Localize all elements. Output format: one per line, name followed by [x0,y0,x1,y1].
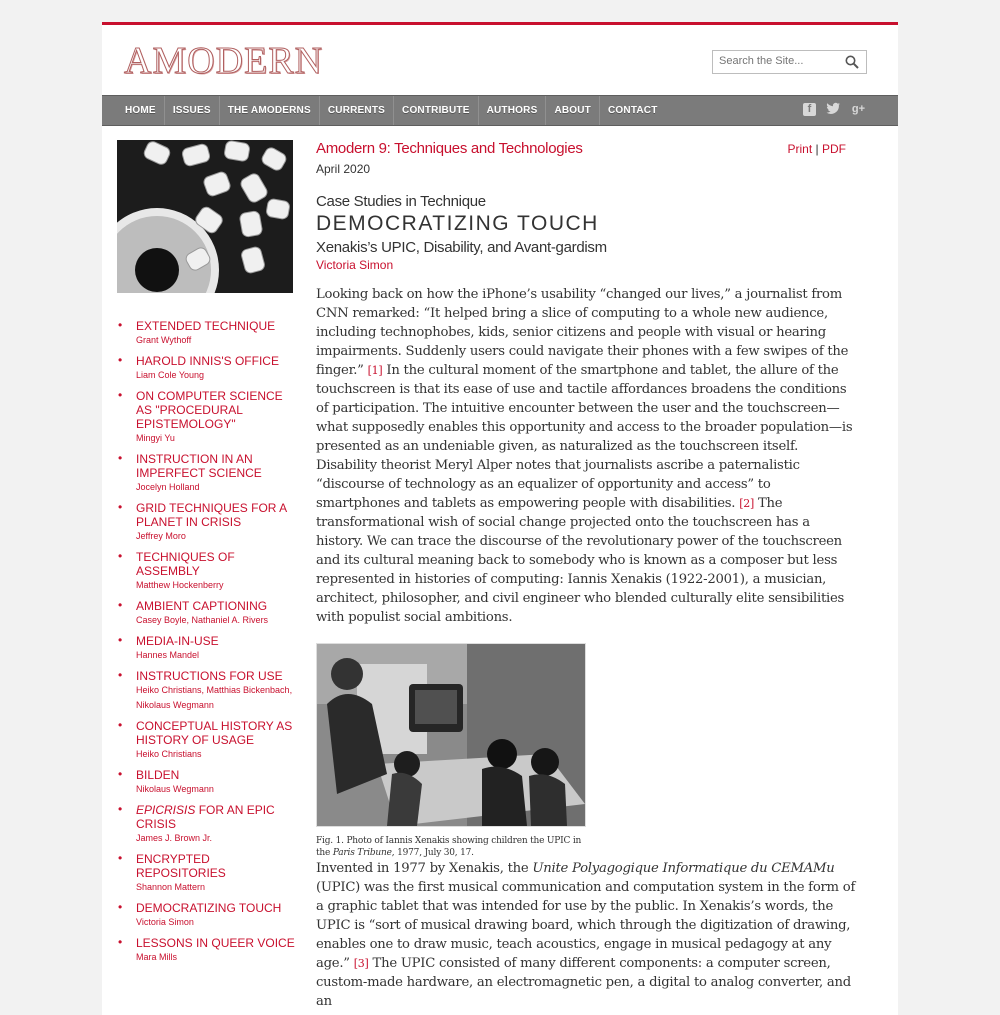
sidebar [117,140,297,971]
sidebar-article-author[interactable]: Mingyi Yu [136,433,175,443]
paragraph-2-text-a: Invented in 1977 by Xenakis, the [316,861,533,876]
paragraph-1-text-b: In the cultural moment of the smartphone and tablet, the allure of the touchscreen is that its ease of use and tactile affordances broadens the conditions of participation. The intuitive encounter between the user and the touchscreen—what supposedly enables this opportunity and access to the broader population—is presented as an undeniable given, as naturalized as the touchscreen itself. Disability theorist Meryl Alper notes that journalists ascribe a paternalistic “discourse of technology as an equalizer of opportunity and access” to smartphones and tablets as empowering people with disabilities. [316,363,853,511]
sidebar-article-title[interactable] [136,901,297,915]
sidebar-article-author[interactable]: Jocelyn Holland [136,482,200,492]
google-plus-icon[interactable]: g+ [851,103,866,115]
print-pdf-separator: | [815,142,819,156]
sidebar-article-title[interactable] [136,768,297,782]
sidebar-article-item[interactable] [117,599,297,628]
sidebar-article-title-text: ENCRYPTED REPOSITORIES [136,852,226,880]
caption-text-b: , 1977, July 30, 17. [391,848,474,858]
sidebar-article-item[interactable] [117,719,297,762]
twitter-icon[interactable] [826,102,841,117]
figure-1-caption [316,835,586,859]
nav-item-the-amoderns[interactable]: THE AMODERNS [220,96,320,125]
sidebar-article-title[interactable] [136,389,297,431]
sidebar-article-item[interactable] [117,852,297,895]
social-links [803,102,866,117]
sidebar-article-item[interactable] [117,634,297,663]
main-nav [102,95,898,126]
sidebar-article-item[interactable] [117,389,297,446]
nav-item-contribute[interactable]: CONTRIBUTE [394,96,479,125]
sidebar-article-item[interactable] [117,550,297,593]
section-label: Case Studies in Technique [316,193,486,210]
sidebar-article-title-text: LESSONS IN QUEER VOICE [136,936,295,950]
nav-item-home[interactable]: HOME [117,96,165,125]
paragraph-2-text-b: (UPIC) was the first musical communication and computation system in the form of a graphic tablet that was intended for use by the public. In Xenakis’s words, the UPIC is “sort of musical drawing board, which through the digitization of drawing, enables one to draw music, teach acoustics, engage in musical pedagogy at any age.” [316,880,856,971]
issue-title-link[interactable]: Amodern 9: Techniques and Technologies [316,140,583,157]
sidebar-article-author[interactable]: Casey Boyle, Nathaniel A. Rivers [136,615,269,625]
search-icon[interactable] [845,55,859,69]
sidebar-article-title[interactable] [136,852,297,880]
sidebar-article-title-text: EXTENDED TECHNIQUE [136,319,276,333]
sidebar-article-title-text: FOR AN EPIC CRISIS [136,803,275,831]
search-input[interactable] [713,51,837,71]
sidebar-article-item[interactable] [117,669,297,713]
paragraph-2-text-c: The UPIC consisted of many different components: a computer screen, custom-made hardware, an electromagnetic pen, a digital to analog converter, and an [316,956,851,1009]
sidebar-article-title[interactable] [136,501,297,529]
article-body [316,285,856,1011]
figure-1 [316,643,586,859]
sidebar-article-title[interactable] [136,599,297,613]
paragraph-1-text-a: Looking back on how the iPhone’s usability “changed our lives,” a journalist from CNN remarked: “It helped bring a slice of computing to a whole new audience, including technophobes, kids, senior citizens and people with visual or hearing impairments. Suddenly users could navigate their phones with a few swipes of the finger.” [316,287,849,378]
article-content [316,140,856,1011]
sidebar-article-title-text: DEMOCRATIZING TOUCH [136,901,282,915]
sidebar-article-title-em: EPICRISIS [136,803,196,817]
caption-text-em: Paris Tribune [332,848,392,858]
issue-date: April 2020 [316,162,371,176]
sidebar-article-item[interactable] [117,768,297,797]
sidebar-article-title[interactable] [136,452,297,480]
sidebar-article-author[interactable]: Victoria Simon [136,917,194,927]
sidebar-article-title[interactable] [136,669,297,683]
caption-text-a: Fig. 1. Photo of Iannis Xenakis showing children the UPIC in the [316,836,582,858]
paragraph-2-text-em: Unite Polyagogique Informatique du CEMAMu [532,861,835,876]
nav-item-currents[interactable]: CURRENTS [320,96,394,125]
sidebar-article-item[interactable] [117,803,297,846]
article-author-link[interactable]: Victoria Simon [316,258,394,272]
issue-article-list [117,319,297,965]
print-pdf-links [788,142,847,156]
sidebar-article-author[interactable]: Hannes Mandel [136,650,200,660]
sidebar-article-title[interactable] [136,936,297,950]
sidebar-article-title-text: HAROLD INNIS'S OFFICE [136,354,279,368]
site-logo[interactable]: AMODERN [124,40,324,82]
sidebar-article-title[interactable] [136,634,297,648]
sidebar-article-author[interactable]: James J. Brown Jr. [136,833,213,843]
sidebar-article-title[interactable] [136,319,297,333]
nav-item-issues[interactable]: ISSUES [165,96,220,125]
sidebar-article-author[interactable]: Mara Mills [136,952,178,962]
sidebar-article-author[interactable]: Heiko Christians [136,749,202,759]
sidebar-article-item[interactable] [117,354,297,383]
footnote-link-3[interactable]: [3] [353,957,369,970]
sidebar-article-title-text: GRID TECHNIQUES FOR A PLANET IN CRISIS [136,501,287,529]
sidebar-article-author[interactable]: Nikolaus Wegmann [136,784,214,794]
nav-item-contact[interactable]: CONTACT [608,105,658,116]
facebook-icon[interactable]: f [803,103,816,116]
page-container [102,22,898,1015]
sidebar-article-title-text: TECHNIQUES OF ASSEMBLY [136,550,235,578]
sidebar-article-title[interactable] [136,550,297,578]
sidebar-article-title-text: ON COMPUTER SCIENCE AS "PROCEDURAL EPISTEMOLOGY" [136,389,283,431]
sidebar-article-title-text: CONCEPTUAL HISTORY AS HISTORY OF USAGE [136,719,293,747]
sidebar-article-item[interactable] [117,452,297,495]
sidebar-article-title-text: INSTRUCTIONS FOR USE [136,669,283,683]
issue-cover-image[interactable] [117,140,293,293]
sidebar-article-title[interactable] [136,354,297,368]
sidebar-article-author[interactable]: Matthew Hockenberry [136,580,224,590]
sidebar-article-title[interactable] [136,803,297,831]
footnote-link-2[interactable]: [2] [739,497,755,510]
sidebar-article-item[interactable] [117,901,297,930]
article-subtitle: Xenakis’s UPIC, Disability, and Avant-gardism [316,239,607,256]
sidebar-article-author[interactable]: Heiko Christians, Matthias Bickenbach, Nikolaus Wegmann [136,685,293,710]
sidebar-article-title-text: BILDEN [136,768,180,782]
sidebar-article-title-text: AMBIENT CAPTIONING [136,599,268,613]
search-box[interactable] [712,50,867,74]
paragraph-1 [316,285,856,627]
paragraph-2 [316,859,856,1011]
site-header [102,25,898,95]
nav-item-authors[interactable]: AUTHORS [479,96,547,125]
sidebar-article-item[interactable] [117,319,297,348]
paragraph-1-text-c: The transformational wish of social change projected onto the touchscreen has a history. We can trace the discourse of the revolutionary power of the touchscreen and its cultural meaning back to somebody who is known as a composer but less represented in histories of computing: Iannis Xenakis (1922-2001), a musician, architect, philosopher, and civil engineer who blended culturally elite sensibilities with populist social ambitions. [316,496,845,625]
print-link[interactable]: Print [787,142,813,156]
sidebar-article-title[interactable] [136,719,297,747]
sidebar-article-author[interactable]: Grant Wythoff [136,335,192,345]
footnote-link-1[interactable]: [1] [367,364,383,377]
article-title: DEMOCRATIZING TOUCH [316,212,599,235]
figure-1-photo[interactable] [316,643,586,827]
pdf-link[interactable]: PDF [822,142,846,156]
sidebar-article-item[interactable] [117,501,297,544]
nav-item-about[interactable]: ABOUT [546,96,600,125]
sidebar-article-author[interactable]: Liam Cole Young [136,370,205,380]
sidebar-article-title-text: INSTRUCTION IN AN IMPERFECT SCIENCE [136,452,262,480]
sidebar-article-title-text: MEDIA-IN-USE [136,634,219,648]
sidebar-article-author[interactable]: Shannon Mattern [136,882,206,892]
sidebar-article-item[interactable] [117,936,297,965]
sidebar-article-author[interactable]: Jeffrey Moro [136,531,186,541]
